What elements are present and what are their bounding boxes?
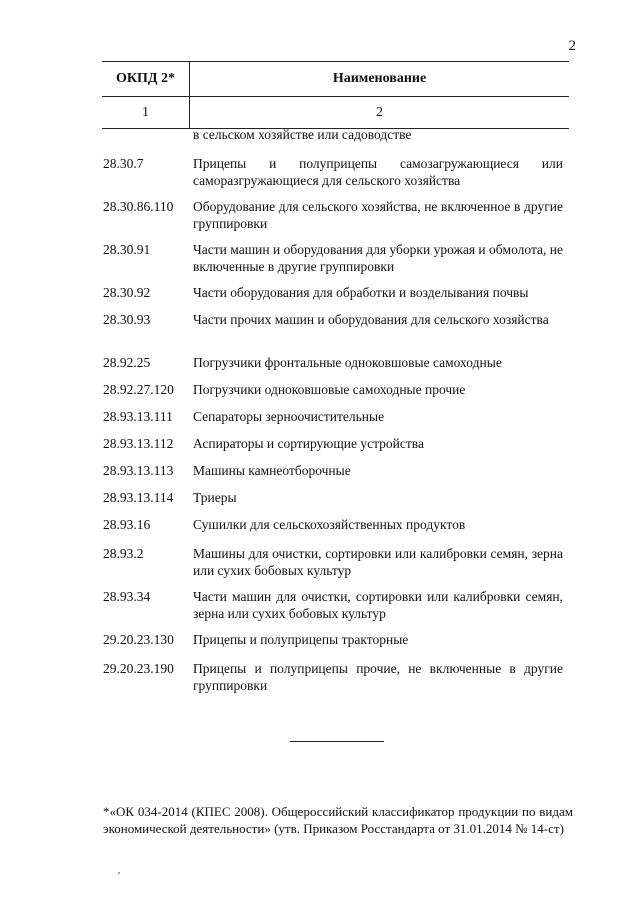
column-number-row: [102, 97, 569, 129]
row-name: Части оборудования для обработки и возделывания почвы: [193, 285, 529, 300]
scan-speck: [118, 872, 120, 874]
row-code: 29.20.23.130: [103, 632, 174, 647]
row-name: Прицепы и полуприцепы прочие, не включенные в другие группировки: [193, 661, 563, 693]
row-code: 28.30.91: [103, 242, 151, 257]
page-number: 2: [568, 38, 576, 54]
row-name: Машины для очистки, сортировки или калибровки семян, зерна или сухих бобовых культур: [193, 546, 563, 578]
table-row: [103, 198, 568, 232]
table-row: [103, 435, 568, 452]
row-name: Прицепы и полуприцепы тракторные: [193, 632, 409, 647]
column-number-code: 1: [142, 104, 149, 120]
row-code: 28.93.2: [103, 546, 144, 561]
row-name: Части машин и оборудования для уборки урожая и обмолота, не включенные в другие группировки: [193, 242, 563, 274]
table-row: [103, 155, 568, 189]
row-name: Погрузчики одноковшовые самоходные прочие: [193, 382, 466, 397]
footnote-separator: [290, 741, 384, 742]
row-name: Части прочих машин и оборудования для сельского хозяйства: [193, 312, 549, 327]
row-code: 28.92.25: [103, 355, 151, 370]
row-name: Сушилки для сельскохозяйственных продуктов: [193, 517, 466, 532]
table-row: [103, 284, 568, 301]
row-name: Части машин для очистки, сортировки или калибровки семян, зерна или сухих бобовых культур: [193, 589, 563, 621]
row-code: 28.93.13.114: [103, 490, 174, 505]
row-code: 28.93.13.113: [103, 463, 174, 478]
row-name: Триеры: [193, 490, 237, 505]
table-row: [103, 545, 568, 579]
table-row: [103, 241, 568, 275]
row-code: 28.93.16: [103, 517, 151, 532]
row-name: Аспираторы и сортирующие устройства: [193, 436, 424, 451]
column-number-code-cell: [102, 97, 190, 128]
row-code: 28.30.93: [103, 312, 151, 327]
row-code: 28.30.86.110: [103, 199, 174, 214]
column-number-name: 2: [376, 104, 383, 120]
header-row: [102, 61, 569, 97]
row-code: 28.93.34: [103, 589, 151, 604]
column-number-name-cell: [190, 97, 569, 128]
table-row: [103, 354, 568, 371]
header-code-cell: [102, 62, 190, 96]
table-row: [103, 516, 568, 533]
table-row: [103, 489, 568, 506]
table-row: [103, 462, 568, 479]
row-code: 29.20.23.190: [103, 661, 174, 676]
row-name: Сепараторы зерноочистительные: [193, 409, 385, 424]
row-code: 28.30.7: [103, 156, 144, 171]
table-row: [103, 588, 568, 622]
row-code: 28.93.13.111: [103, 409, 173, 424]
table-header: [102, 61, 569, 129]
header-name-cell: [190, 62, 569, 96]
header-name-label: Наименование: [332, 71, 427, 86]
table-row: [103, 631, 568, 648]
row-name: Погрузчики фронтальные одноковшовые самоходные: [193, 355, 502, 370]
row-name: Машины камнеотборочные: [193, 463, 351, 478]
table-row: [103, 311, 568, 328]
row-code: 28.93.13.112: [103, 436, 174, 451]
footnote: *«ОК 034-2014 (КПЕС 2008). Общероссийский классификатор продукции по видам экономической деятельности» (утв. Приказом Росстандарта от 31.01.2014 № 14-ст): [103, 804, 573, 836]
table-row: [103, 381, 568, 398]
row-name: Прицепы и полуприцепы самозагружающиеся или саморазгружающиеся для сельского хозяйства: [193, 156, 563, 188]
row-code: 28.92.27.120: [103, 382, 174, 397]
table-row: [103, 408, 568, 425]
header-code-label: ОКПД 2*: [115, 71, 176, 86]
row-name: Оборудование для сельского хозяйства, не включенное в другие группировки: [193, 199, 563, 231]
table-row: [103, 660, 568, 694]
continued-text: в сельском хозяйстве или садоводстве: [193, 127, 412, 142]
row-code: 28.30.92: [103, 285, 151, 300]
